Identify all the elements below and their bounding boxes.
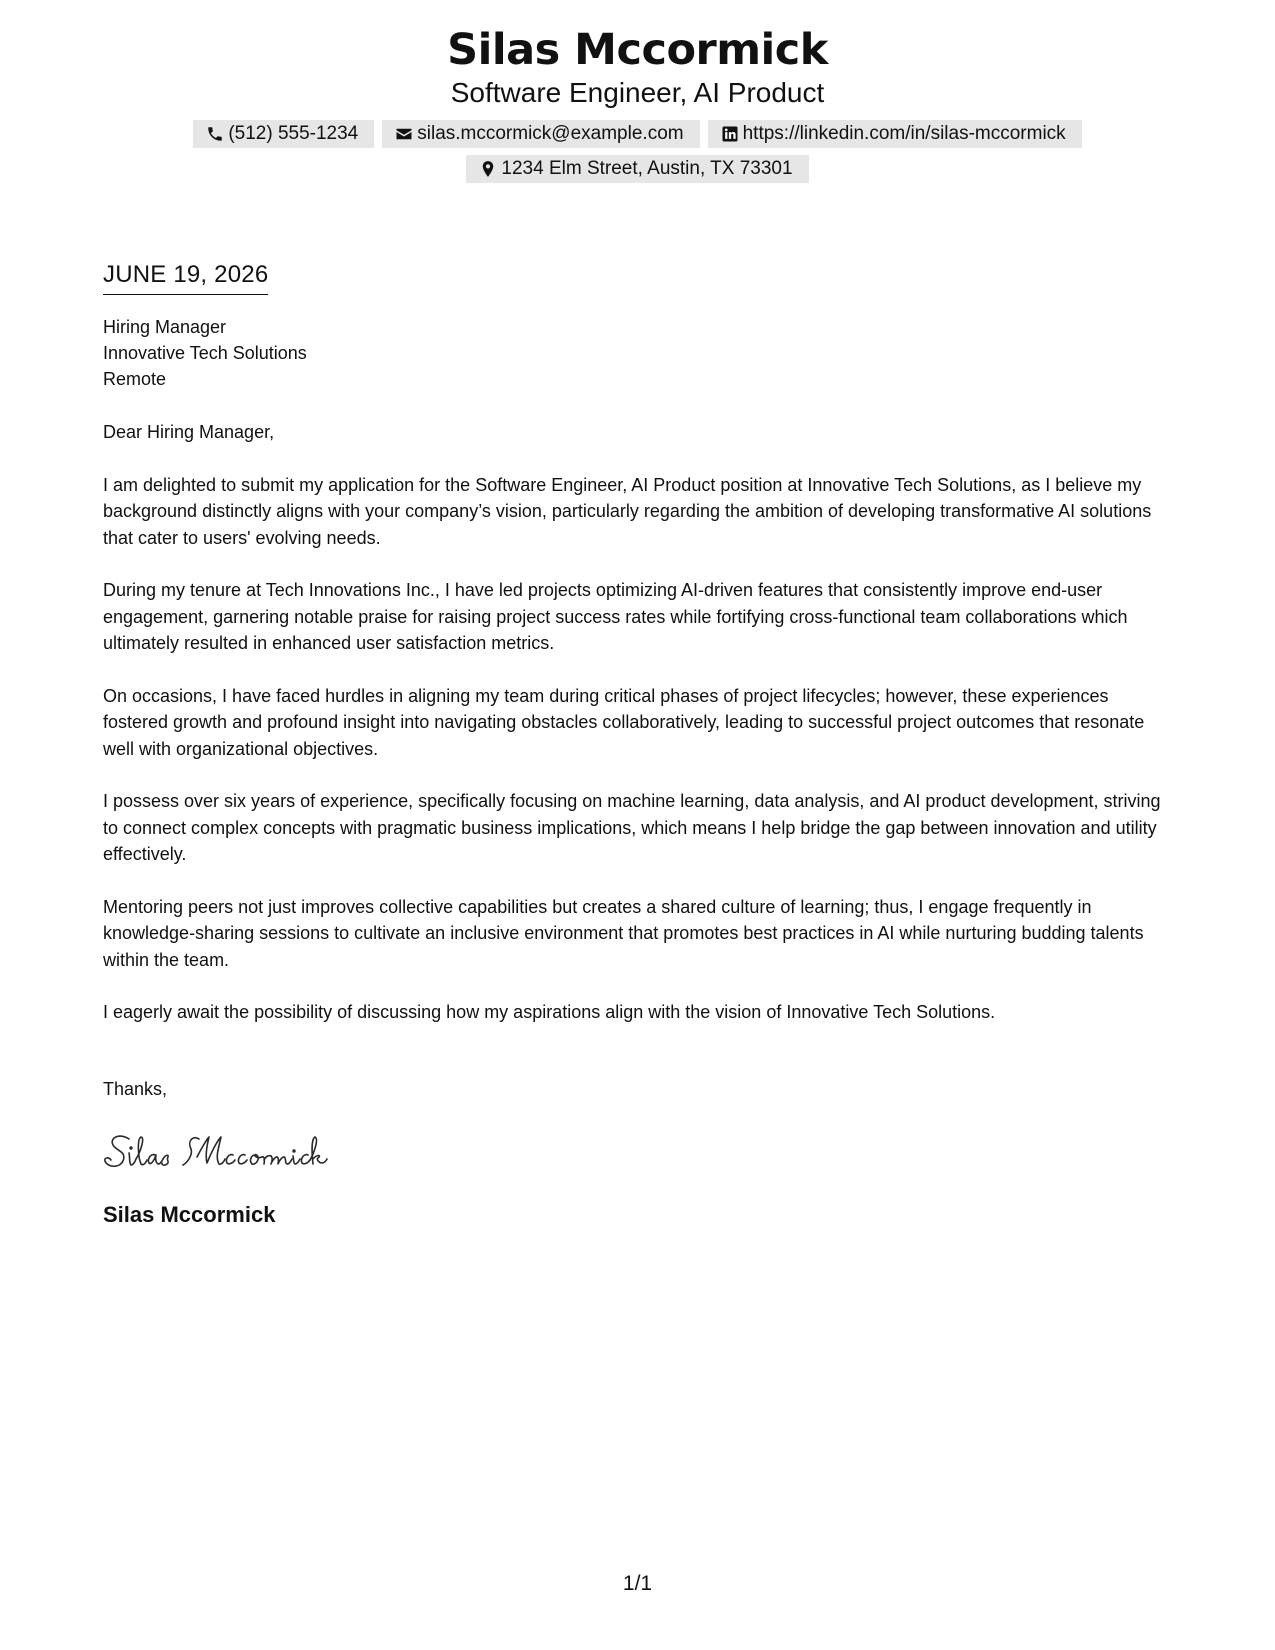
applicant-title: Software Engineer, AI Product xyxy=(450,77,825,108)
contact-row-primary xyxy=(0,120,1275,148)
address-text: 1234 Elm Street, Austin, TX 73301 xyxy=(501,158,793,179)
contact-linkedin[interactable] xyxy=(708,120,1082,148)
linkedin-text: https://linkedin.com/in/silas-mccormick xyxy=(742,123,1066,144)
page-number: 1/1 xyxy=(622,1572,653,1595)
recipient-line: Innovative Tech Solutions xyxy=(103,343,307,363)
letter-body xyxy=(103,258,1173,1229)
contact-address xyxy=(466,155,808,183)
recipient-line: Remote xyxy=(103,369,167,389)
letterhead xyxy=(0,22,1275,183)
phone-text: (512) 555-1234 xyxy=(228,123,359,144)
envelope-icon xyxy=(394,124,414,144)
body-paragraph: I eagerly await the possibility of discussing how my aspirations align with the vision of Innovative Tech Solutions. xyxy=(103,1002,996,1022)
handwritten-signature xyxy=(103,1127,1173,1175)
email-text: silas.mccormick@example.com xyxy=(417,123,684,144)
salutation: Dear Hiring Manager, xyxy=(103,422,275,442)
contact-row-secondary xyxy=(0,155,1275,183)
body-paragraph: I am delighted to submit my application for the Software Engineer, AI Product position at Innovative Tech Solutions, as I believe my background distinctly aligns with your company’s vision, particularly regarding the ambition of developing transformative AI solutions that cater to users' evolving needs. xyxy=(103,474,1152,548)
signed-name: Silas Mccormick xyxy=(103,1202,276,1227)
letter-date: JUNE 19, 2026 xyxy=(103,258,268,295)
recipient-block xyxy=(103,314,1173,392)
closing: Thanks, xyxy=(103,1078,168,1099)
phone-icon xyxy=(205,124,225,144)
recipient-line: Hiring Manager xyxy=(103,317,227,337)
applicant-name: Silas Mccormick xyxy=(447,25,828,75)
body-paragraph: On occasions, I have faced hurdles in aligning my team during critical phases of project lifecycles; however, these experiences fostered growth and profound insight into navigating obstacles collaboratively, leading to successful project outcomes that resonate well with organizational objectives. xyxy=(103,685,1145,759)
body-paragraph: During my tenure at Tech Innovations Inc., I have led projects optimizing AI-driven features that consistently improve end-user engagement, garnering notable praise for raising project success rates while fortifying cross-functional team collaborations which ultimately resulted in enhanced user satisfaction metrics. xyxy=(103,580,1128,653)
body-paragraph: Mentoring peers not just improves collective capabilities but creates a shared culture of learning; thus, I engage frequently in knowledge-sharing sessions to cultivate an inclusive environment that promotes best practices in AI while nurturing budding talents within the team. xyxy=(103,896,1144,970)
body-paragraph: I possess over six years of experience, specifically focusing on machine learning, data analysis, and AI product development, striving to connect complex concepts with pragmatic business implications, which means I help bridge the gap between innovation and utility effectively. xyxy=(103,791,1161,864)
linkedin-icon xyxy=(720,124,740,144)
map-marker-icon xyxy=(478,159,498,179)
contact-email[interactable] xyxy=(382,120,699,148)
contact-phone xyxy=(193,120,374,148)
